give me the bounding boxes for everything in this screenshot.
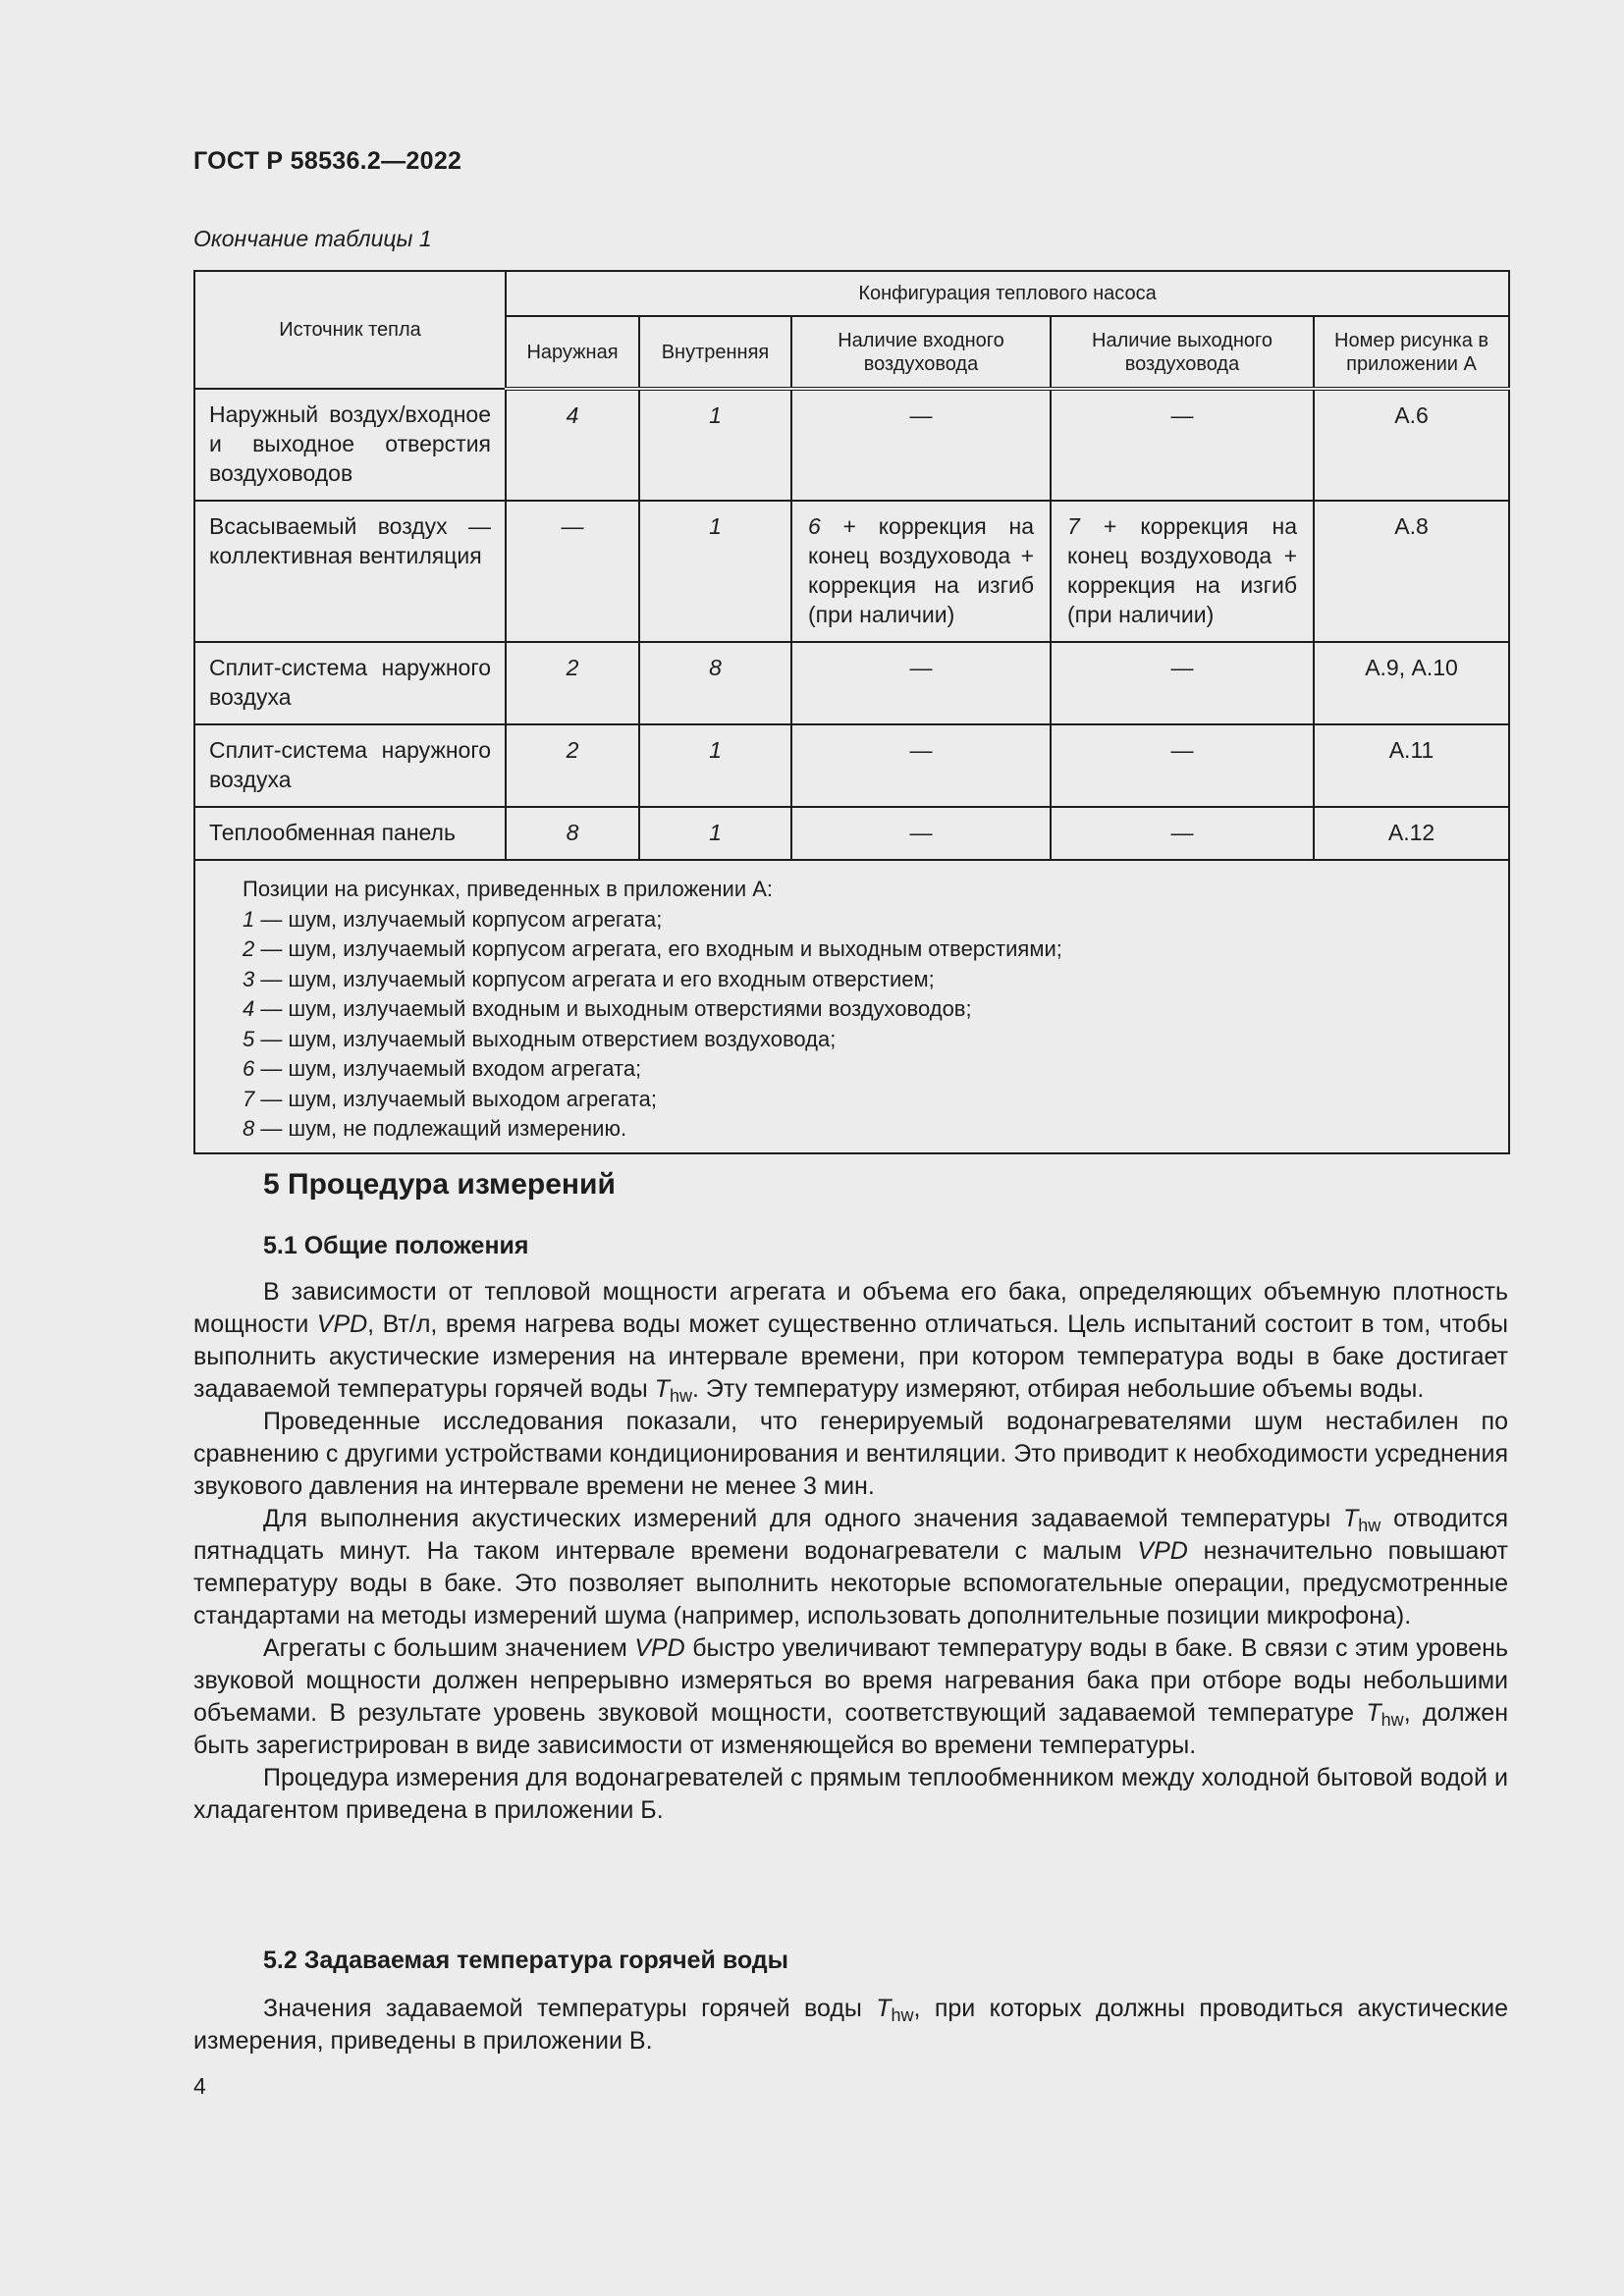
table-row bbox=[194, 724, 1509, 807]
table-row bbox=[194, 501, 1509, 642]
paragraph: Для выполнения акустических измерений для одного значения задаваемой температуры $T_{hw}$ отводится пятнадцать минут. На таком интервале времени водонагреватели с малым VPD незначительно повышают температуру воды в баке. Это позволяет выполнить некоторые вспомогательные операции, предусмотренные стандартами на методы измерений шума (например, использовать дополнительные позиции микрофона). bbox=[193, 1505, 1508, 1629]
note-number: 6 bbox=[243, 1056, 255, 1081]
header-config-group: Конфигурация теплового насоса bbox=[506, 271, 1509, 316]
table-row bbox=[194, 642, 1509, 724]
table-caption: Окончание таблицы 1 bbox=[193, 226, 432, 251]
cell-figure: А.8 bbox=[1314, 501, 1509, 642]
note-item bbox=[243, 1114, 1489, 1145]
note-number: 5 bbox=[243, 1026, 255, 1051]
cell-outer: 2 bbox=[506, 642, 639, 724]
cell-source: Теплообменная панель bbox=[194, 807, 506, 860]
header-source: Источник тепла bbox=[194, 271, 506, 389]
outlet-correction-text: + коррекция на конец воздуховода + коррекция на изгиб (при наличии) bbox=[1067, 513, 1298, 627]
note-item bbox=[243, 965, 1489, 995]
header-outer: Наружная bbox=[506, 316, 639, 389]
header-inner: Внутренняя bbox=[639, 316, 791, 389]
section-5-1-heading: 5.1 Общие положения bbox=[263, 1232, 529, 1259]
cell-source: Сплит-система наружного воздуха bbox=[194, 642, 506, 724]
note-text: — шум, излучаемый выходом агрегата; bbox=[254, 1086, 657, 1111]
cell-outlet: — bbox=[1051, 724, 1314, 807]
cell-inlet: — bbox=[791, 642, 1051, 724]
cell-source: Наружный воздух/входное и выходное отверстия воздуховодов bbox=[194, 389, 506, 501]
cell-inner: 1 bbox=[639, 389, 791, 501]
note-number: 1 bbox=[243, 906, 255, 932]
outlet-position-number: 7 bbox=[1067, 513, 1080, 539]
note-number: 2 bbox=[243, 936, 255, 961]
note-item bbox=[243, 1025, 1489, 1055]
note-number: 4 bbox=[243, 996, 255, 1021]
section-5-2-body bbox=[193, 1993, 1508, 2057]
page-number: 4 bbox=[193, 2073, 206, 2099]
cell-outer: 8 bbox=[506, 807, 639, 860]
cell-outer: 4 bbox=[506, 389, 639, 501]
cell-inner: 8 bbox=[639, 642, 791, 724]
cell-inlet bbox=[791, 501, 1051, 642]
table-row bbox=[194, 389, 1509, 501]
note-text: — шум, излучаемый корпусом агрегата и его входным отверстием; bbox=[254, 966, 935, 991]
cell-outlet bbox=[1051, 501, 1314, 642]
cell-outlet: — bbox=[1051, 807, 1314, 860]
paragraph: В зависимости от тепловой мощности агрегата и объема его бака, определяющих объемную плотность мощности VPD, Вт/л, время нагрева воды может существенно отличаться. Цель испытаний состоит в том, чтобы выполнить акустические измерения на интервале времени, при котором температура воды в баке достигает задаваемой температуры горячей воды $T_{hw}$. Эту температуру измеряют, отбирая небольшие объемы воды. bbox=[193, 1278, 1509, 1406]
cell-source: Сплит-система наружного воздуха bbox=[194, 724, 506, 807]
document-header: ГОСТ Р 58536.2—2022 bbox=[193, 147, 462, 175]
section-5-heading: 5 Процедура измерений bbox=[263, 1168, 616, 1201]
note-item bbox=[243, 1085, 1489, 1115]
note-text: — шум, излучаемый корпусом агрегата; bbox=[254, 906, 663, 932]
inlet-correction-text: + коррекция на конец воздуховода + коррекция на изгиб (при наличии) bbox=[808, 513, 1034, 627]
note-text: — шум, излучаемый входным и выходным отверстиями воздуховодов; bbox=[254, 996, 972, 1021]
cell-inner: 1 bbox=[639, 501, 791, 642]
note-number: 3 bbox=[243, 966, 255, 991]
table-notes bbox=[194, 860, 1509, 1153]
cell-inlet: — bbox=[791, 724, 1051, 807]
cell-figure: А.6 bbox=[1314, 389, 1509, 501]
cell-inlet: — bbox=[791, 389, 1051, 501]
table-notes-row bbox=[194, 860, 1509, 1153]
paragraph: Проведенные исследования показали, что генерируемый водонагревателями шум нестабилен по сравнению с другими устройствами кондиционирования и вентиляции. Это приводит к необходимости усреднения звукового давления на интервале времени не менее 3 мин. bbox=[193, 1408, 1508, 1500]
section-5-1-body bbox=[193, 1276, 1508, 1827]
note-number: 7 bbox=[243, 1086, 255, 1111]
cell-inlet: — bbox=[791, 807, 1051, 860]
paragraph: Процедура измерения для водонагревателей с прямым теплообменником между холодной бытовой водой и хладагентом приведена в приложении Б. bbox=[193, 1764, 1508, 1824]
note-text: — шум, не подлежащий измерению. bbox=[254, 1116, 627, 1141]
note-item bbox=[243, 1054, 1489, 1085]
section-5-2-heading: 5.2 Задаваемая температура горячей воды bbox=[263, 1947, 789, 1974]
paragraph: Агрегаты с большим значением VPD быстро увеличивают температуру воды в баке. В связи с этим уровень звуковой мощности должен непрерывно измеряться во время нагревания бака при отборе воды небольшими объемами. В результате уровень звуковой мощности, соответствующий задаваемой температуре $T_{hw}$, должен быть зарегистрирован в виде зависимости от изменяющейся во времени температуры. bbox=[193, 1634, 1509, 1759]
header-figure: Номер рисунка в приложении А bbox=[1314, 316, 1509, 389]
note-item bbox=[243, 994, 1489, 1025]
note-item bbox=[243, 905, 1489, 935]
note-number: 8 bbox=[243, 1116, 255, 1141]
heat-source-table bbox=[193, 270, 1510, 1154]
cell-inner: 1 bbox=[639, 807, 791, 860]
cell-outlet: — bbox=[1051, 642, 1314, 724]
note-item bbox=[243, 934, 1489, 965]
header-inlet: Наличие входного воздуховода bbox=[791, 316, 1051, 389]
note-text: — шум, излучаемый выходным отверстием воздуховода; bbox=[254, 1026, 837, 1051]
paragraph: Значения задаваемой температуры горячей воды $T_{hw}$, при которых должны проводиться акустические измерения, приведены в приложении В. bbox=[193, 1995, 1509, 2055]
cell-outer: — bbox=[506, 501, 639, 642]
cell-figure: А.11 bbox=[1314, 724, 1509, 807]
cell-figure: А.9, А.10 bbox=[1314, 642, 1509, 724]
header-outlet: Наличие выходного воздуховода bbox=[1051, 316, 1314, 389]
cell-figure: А.12 bbox=[1314, 807, 1509, 860]
notes-intro: Позиции на рисунках, приведенных в приложении А: bbox=[243, 877, 774, 901]
inlet-position-number: 6 bbox=[808, 513, 821, 539]
cell-source: Всасываемый воздух — коллективная вентиляция bbox=[194, 501, 506, 642]
note-text: — шум, излучаемый корпусом агрегата, его входным и выходным отверстиями; bbox=[254, 936, 1062, 961]
cell-outer: 2 bbox=[506, 724, 639, 807]
cell-outlet: — bbox=[1051, 389, 1314, 501]
cell-inner: 1 bbox=[639, 724, 791, 807]
note-text: — шум, излучаемый входом агрегата; bbox=[254, 1056, 642, 1081]
table-row bbox=[194, 807, 1509, 860]
